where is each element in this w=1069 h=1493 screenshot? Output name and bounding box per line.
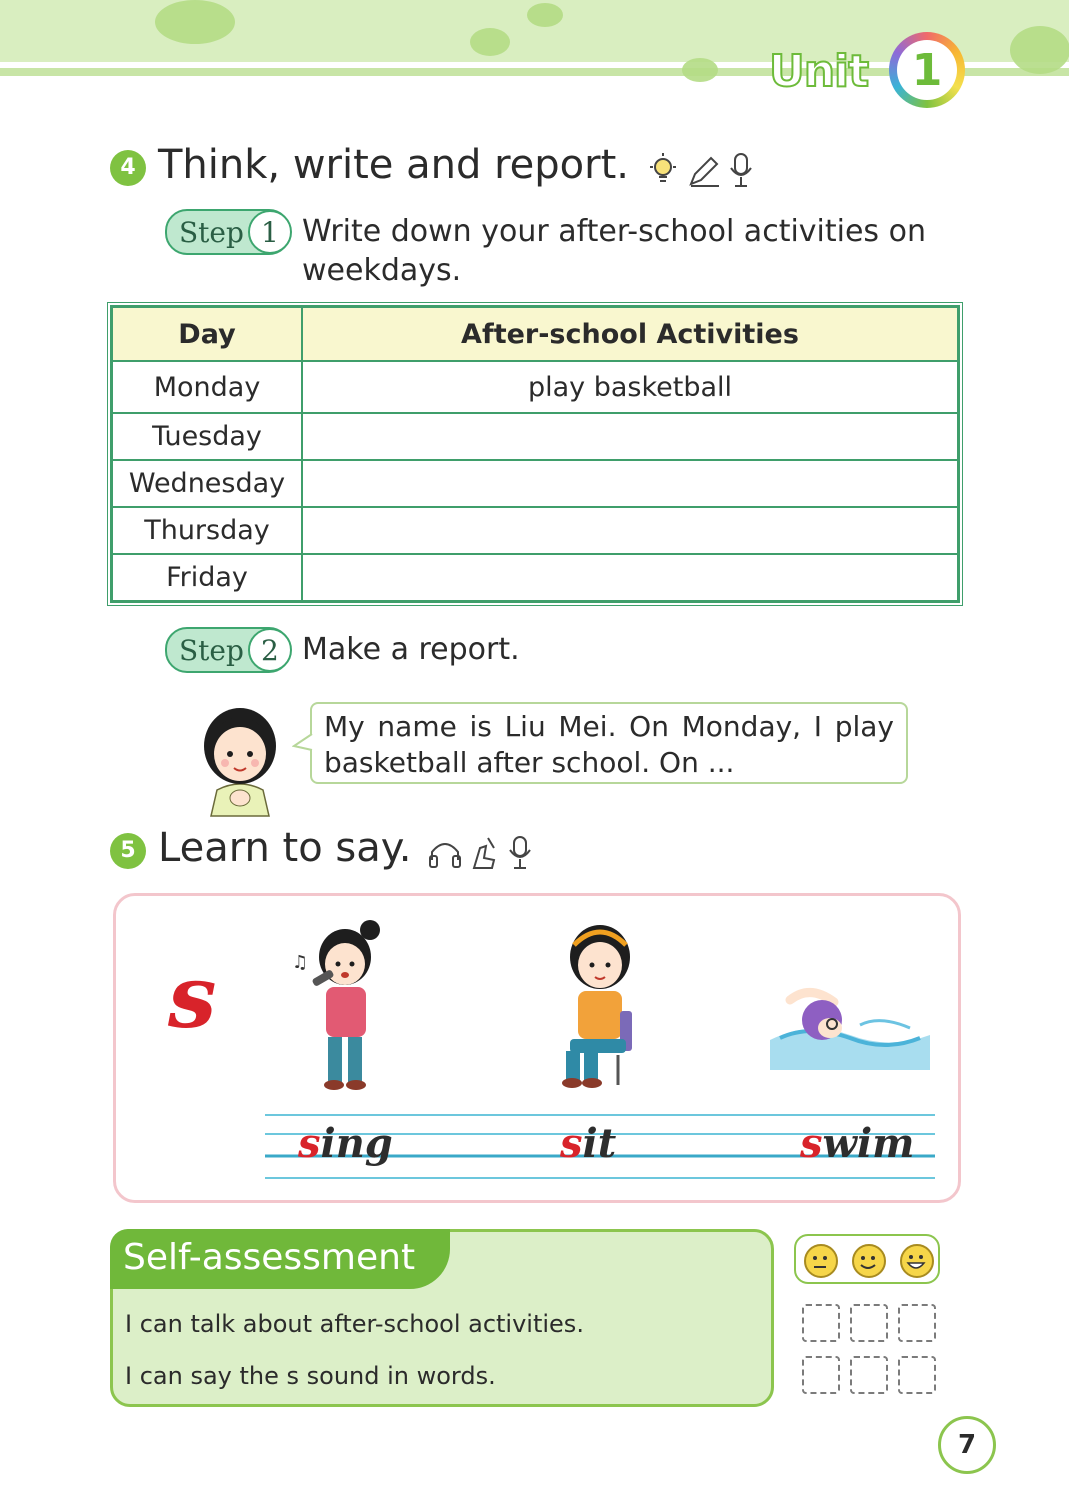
speech-tail xyxy=(292,732,314,754)
unit-label: Unit xyxy=(769,46,869,97)
word-first-letter: s xyxy=(298,1120,321,1167)
focus-letter: s xyxy=(168,947,217,1048)
microphone-icon xyxy=(510,837,530,868)
step-number: 1 xyxy=(248,210,292,254)
lightbulb-icon xyxy=(650,153,676,181)
day-cell: Monday xyxy=(112,361,303,413)
step1-line2: weekdays. xyxy=(302,253,462,288)
step1-badge xyxy=(165,209,291,255)
day-cell: Thursday xyxy=(112,507,303,554)
word-swim xyxy=(800,1120,914,1167)
step1-instruction xyxy=(302,212,926,290)
rating-checkbox[interactable] xyxy=(850,1356,888,1394)
step2-badge xyxy=(165,627,291,673)
pointing-icon xyxy=(474,838,494,868)
assessment-item: I can say the s sound in words. xyxy=(125,1362,496,1390)
section-title: Think, write and report. xyxy=(158,142,629,188)
section-number: 4 xyxy=(110,150,146,186)
rating-checkbox[interactable] xyxy=(802,1356,840,1394)
day-cell: Tuesday xyxy=(112,413,303,460)
section-title: Learn to say. xyxy=(158,825,412,871)
microphone-icon xyxy=(731,154,751,186)
table-row xyxy=(112,361,959,413)
word-sing xyxy=(298,1120,393,1167)
singing-girl-illustration xyxy=(290,912,390,1094)
svg-text:♫: ♫ xyxy=(292,952,309,973)
sitting-girl-illustration xyxy=(558,915,648,1093)
page-number: 7 xyxy=(938,1416,996,1474)
day-cell: Friday xyxy=(112,554,303,601)
unit-badge xyxy=(765,36,975,108)
section-number: 5 xyxy=(110,833,146,869)
activity-cell[interactable] xyxy=(302,507,959,554)
table-row xyxy=(112,554,959,601)
table-row xyxy=(112,413,959,460)
face-features xyxy=(806,1246,956,1276)
word-first-letter: s xyxy=(800,1120,823,1167)
rating-checkbox[interactable] xyxy=(850,1304,888,1342)
activity-cell[interactable] xyxy=(302,460,959,507)
step2-instruction: Make a report. xyxy=(302,632,520,667)
word-rest: wim xyxy=(822,1120,915,1167)
rating-checkbox[interactable] xyxy=(802,1304,840,1342)
word-first-letter: s xyxy=(560,1120,583,1167)
word-rest: it xyxy=(582,1120,617,1167)
speech-bubble xyxy=(310,702,908,784)
pencil-icon xyxy=(691,158,719,186)
table-row xyxy=(112,507,959,554)
step-number: 2 xyxy=(248,628,292,672)
step1-line1: Write down your after-school activities on xyxy=(302,214,926,249)
headphones-icon xyxy=(430,844,460,867)
self-assessment-title: Self-assessment xyxy=(123,1237,416,1278)
header-day: Day xyxy=(112,307,303,362)
day-cell: Wednesday xyxy=(112,460,303,507)
activity-cell[interactable]: play basketball xyxy=(302,361,959,413)
activity-icons xyxy=(645,150,760,192)
header-activities: After-school Activities xyxy=(302,307,959,362)
table-header-row xyxy=(112,307,959,362)
step-label: Step xyxy=(179,633,244,667)
girl-avatar xyxy=(195,700,285,818)
unit-number: 1 xyxy=(911,44,943,96)
speech-line2: basketball after school. On ... xyxy=(324,746,735,779)
assessment-item: I can talk about after-school activities. xyxy=(125,1310,584,1338)
swimming-child-illustration xyxy=(770,980,930,1070)
learn-icons xyxy=(428,834,538,872)
activity-table xyxy=(110,305,960,603)
activity-cell[interactable] xyxy=(302,413,959,460)
speech-line1: My name is Liu Mei. On Monday, I play xyxy=(324,710,894,743)
rating-checkbox[interactable] xyxy=(898,1356,936,1394)
activity-cell[interactable] xyxy=(302,554,959,601)
rating-checkbox[interactable] xyxy=(898,1304,936,1342)
word-rest: ing xyxy=(320,1120,393,1167)
step-label: Step xyxy=(179,215,244,249)
word-sit xyxy=(560,1120,616,1167)
unit-number-circle xyxy=(889,32,965,108)
table-row xyxy=(112,460,959,507)
